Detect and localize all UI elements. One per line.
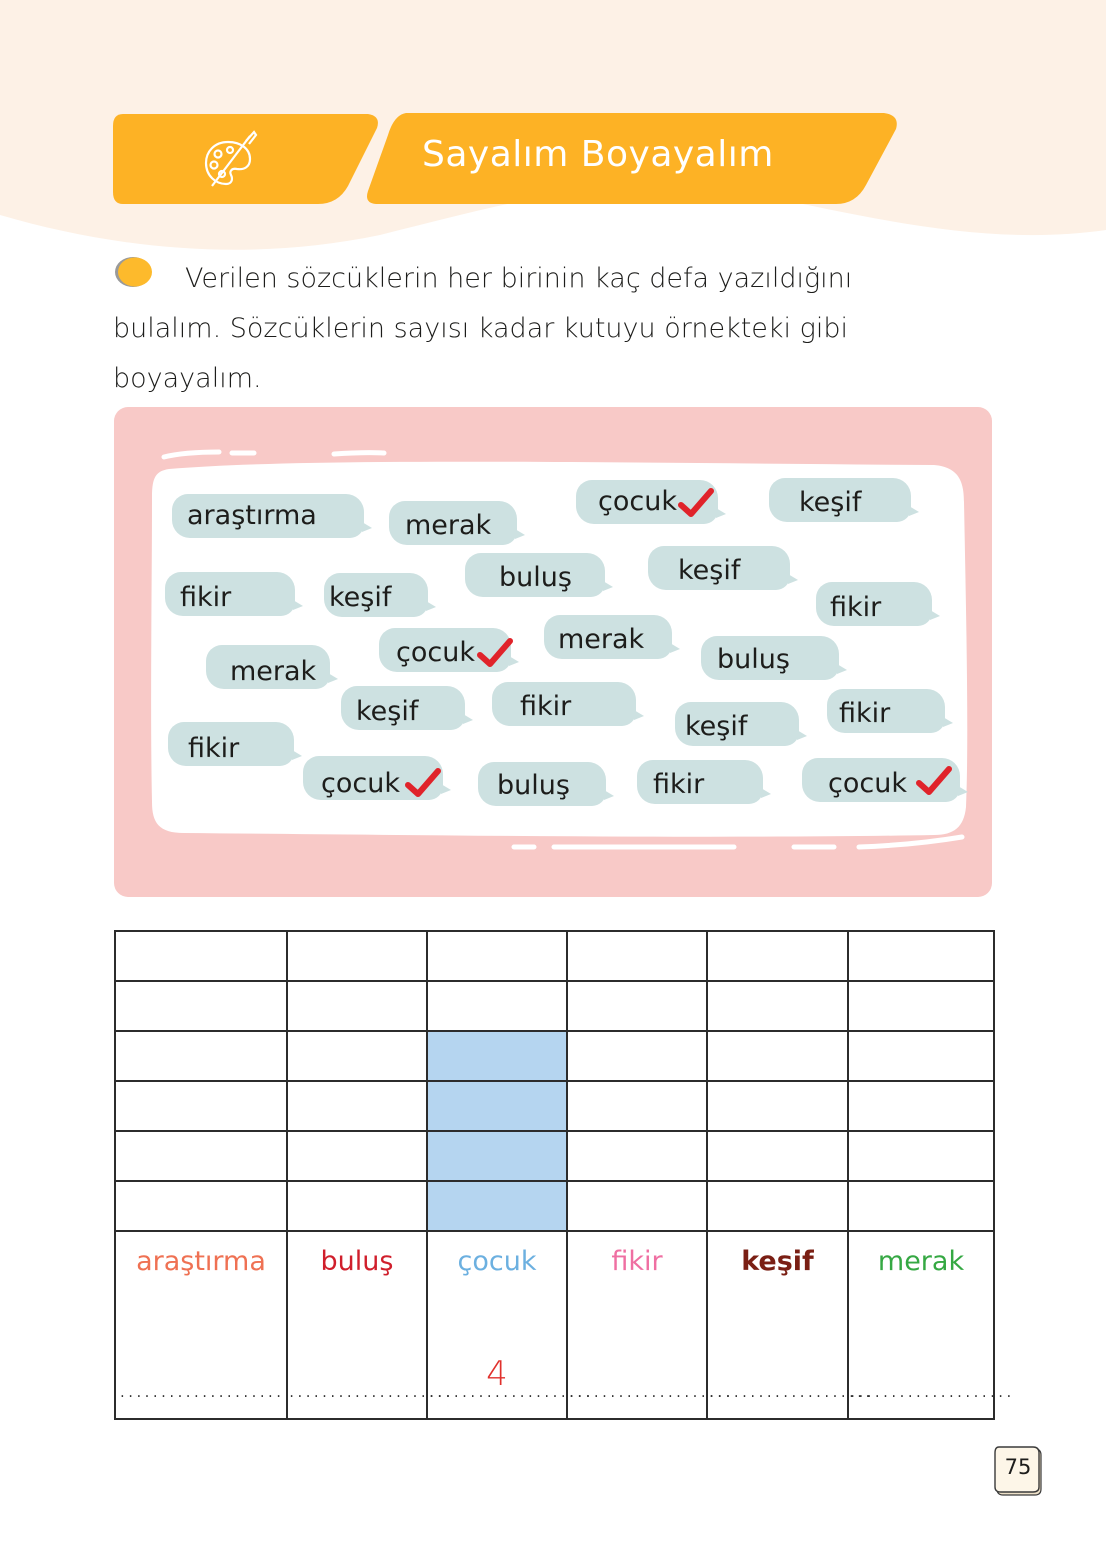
grid-cell[interactable]	[567, 931, 707, 981]
grid-cell[interactable]	[115, 1081, 287, 1131]
word-bubble: fikir	[165, 572, 295, 616]
word-bubble: keşif	[648, 546, 790, 590]
word-bubble: araştırma	[172, 494, 364, 538]
word-bubble: fikir	[816, 582, 932, 626]
answer-blank[interactable]: ....................	[428, 1386, 593, 1400]
column-label: araştırma	[136, 1246, 266, 1277]
column-label: fikir	[611, 1246, 663, 1277]
grid-cell[interactable]	[567, 1031, 707, 1081]
grid-cell[interactable]	[848, 1131, 994, 1181]
grid-cell[interactable]	[707, 931, 848, 981]
page-number: 75	[1004, 1455, 1032, 1479]
word-bubble: keşif	[341, 686, 465, 730]
word-bubble: merak	[544, 615, 672, 659]
word-bubble: fikir	[827, 689, 945, 733]
answer-blank[interactable]: ....................	[708, 1386, 873, 1400]
grid-cell[interactable]	[567, 1131, 707, 1181]
column-label-cell	[707, 1231, 873, 1419]
column-label: çocuk	[457, 1246, 537, 1277]
word-bubble: merak	[389, 501, 517, 545]
column-label-cell	[427, 1231, 593, 1419]
answer-blank[interactable]: ....................	[288, 1386, 453, 1400]
column-label: buluş	[320, 1246, 394, 1277]
answer-blank[interactable]: ....................	[118, 1386, 284, 1400]
instruction-text: Verilen sözcüklerin her birinin kaç defa yazıldığını bulalım. Sözcüklerin sayısı kadar kutuyu örnekteki gibi boyayalım.	[113, 263, 853, 394]
page-title: Sayalım Boyayalım	[422, 134, 774, 175]
grid-label-row	[115, 1231, 994, 1419]
word-bubble: keşif	[324, 573, 428, 617]
grid-cell[interactable]	[287, 1081, 427, 1131]
grid-row-5	[115, 981, 994, 1031]
grid-cell-filled[interactable]	[427, 1131, 567, 1181]
grid-cell[interactable]	[848, 981, 994, 1031]
check-icon	[916, 766, 952, 796]
column-label-cell	[848, 1231, 1014, 1419]
word-bubble: buluş	[465, 553, 605, 597]
grid-cell[interactable]	[287, 1031, 427, 1081]
grid-row-3	[115, 1081, 994, 1131]
check-icon	[678, 488, 714, 518]
grid-row-6	[115, 931, 994, 981]
check-icon	[405, 768, 441, 798]
column-label-cell	[287, 1231, 453, 1419]
word-bubble: merak	[206, 645, 330, 689]
grid-cell[interactable]	[848, 1031, 994, 1081]
column-label-cell	[115, 1231, 287, 1419]
check-icon	[477, 638, 513, 668]
grid-cell[interactable]	[287, 1181, 427, 1231]
grid-cell[interactable]	[287, 981, 427, 1031]
grid-cell-filled[interactable]	[427, 1181, 567, 1231]
counting-grid	[114, 930, 1014, 1420]
grid-cell[interactable]	[115, 931, 287, 981]
grid-cell[interactable]	[427, 931, 567, 981]
word-bubble: keşif	[769, 478, 911, 522]
word-bubble: buluş	[701, 636, 839, 680]
grid-cell-filled[interactable]	[427, 1081, 567, 1131]
grid-row-2	[115, 1131, 994, 1181]
grid-cell[interactable]	[707, 981, 848, 1031]
grid-cell[interactable]	[848, 931, 994, 981]
grid-cell[interactable]	[115, 1031, 287, 1081]
word-bubble: çocuk	[379, 628, 511, 672]
grid-cell[interactable]	[707, 1181, 848, 1231]
grid-row-4	[115, 1031, 994, 1081]
grid-cell[interactable]	[848, 1181, 994, 1231]
palette-icon	[200, 130, 262, 190]
grid-cell[interactable]	[287, 1131, 427, 1181]
word-bubble: fikir	[637, 760, 763, 804]
grid-cell-filled[interactable]	[427, 1031, 567, 1081]
answer-value: 4	[486, 1354, 508, 1394]
word-bubble: keşif	[675, 702, 799, 746]
grid-cell[interactable]	[115, 1131, 287, 1181]
grid-cell[interactable]	[567, 981, 707, 1031]
grid-row-1	[115, 1181, 994, 1231]
word-bubble: çocuk	[576, 480, 718, 524]
word-bubble: fikir	[168, 722, 294, 766]
grid-cell[interactable]	[115, 981, 287, 1031]
column-label: merak	[877, 1246, 965, 1277]
grid-cell[interactable]	[115, 1181, 287, 1231]
grid-cell[interactable]	[567, 1181, 707, 1231]
word-bubble: fikir	[492, 682, 636, 726]
grid-cell[interactable]	[567, 1081, 707, 1131]
answer-blank[interactable]: ....................	[568, 1386, 733, 1400]
answer-blank[interactable]: ....................	[849, 1386, 1014, 1400]
word-bubble: çocuk	[303, 756, 443, 800]
word-bubble: buluş	[478, 762, 606, 806]
grid-cell[interactable]	[427, 981, 567, 1031]
grid-cell[interactable]	[707, 1031, 848, 1081]
grid-cell[interactable]	[707, 1131, 848, 1181]
grid-cell[interactable]	[848, 1081, 994, 1131]
grid-cell[interactable]	[287, 931, 427, 981]
grid-cell[interactable]	[707, 1081, 848, 1131]
column-label-cell	[567, 1231, 733, 1419]
column-label: keşif	[741, 1246, 814, 1277]
word-bubble: çocuk	[802, 758, 960, 802]
